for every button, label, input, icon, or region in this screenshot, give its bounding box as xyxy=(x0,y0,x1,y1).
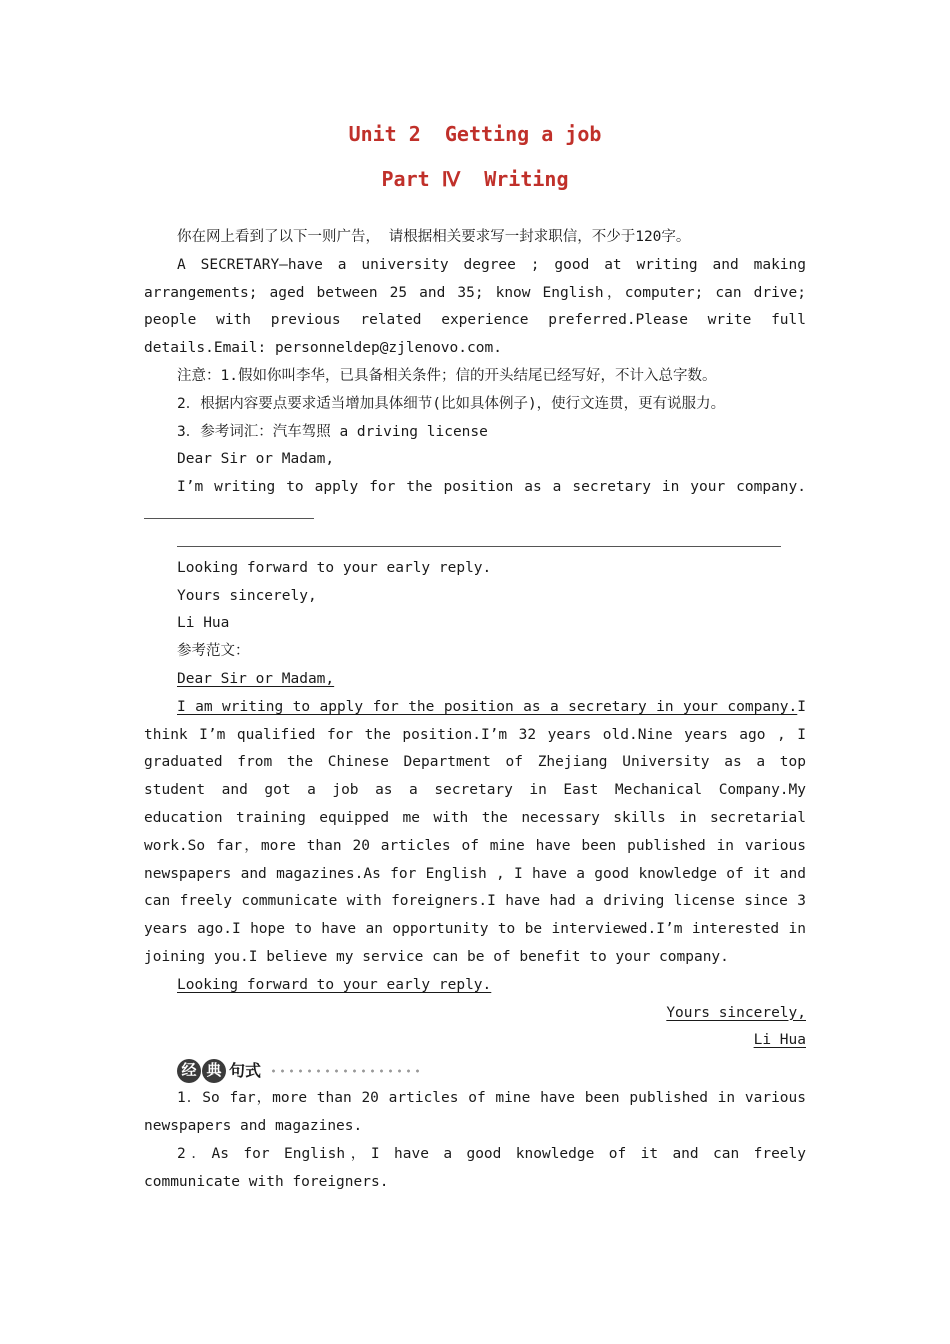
template-closing: Looking forward to your early reply. xyxy=(177,559,492,576)
sample-greeting-line xyxy=(144,666,806,694)
sample-body-paragraph xyxy=(144,694,806,972)
sample-name-line xyxy=(144,1027,806,1055)
sample-body: I think I’m qualified for the position.I’m 32 years old.Nine years ago , I graduated from the Chinese Department of Zhejiang University as a top student and got a job as a secretary in East Mechanical Company.My education training equipped me with the necessary skills in secretarial work.So far，more than 20 articles of mine have been published in various newspapers and magazines.As for English , I have a good knowledge of it and can freely communicate with foreigners.I have had a driving license since 3 years ago.I hope to have an opportunity to be interviewed.I’m interested in joining you.I believe my service can be of benefit to your company. xyxy=(144,698,806,965)
part-title: Part Ⅳ Writing xyxy=(381,167,569,191)
template-signoff: Yours sincerely, xyxy=(177,587,317,604)
heading-badge-1: 经 xyxy=(177,1059,201,1083)
template-greeting: Dear Sir or Madam, xyxy=(177,451,335,468)
sample-greeting: Dear Sir or Madam, xyxy=(177,670,335,687)
sample-opening: I am writing to apply for the position as a secretary in your company. xyxy=(177,698,798,715)
document-body xyxy=(144,224,806,1196)
template-name: Li Hua xyxy=(177,615,230,632)
template-opening: I’m writing to apply for the position as a secretary in your company. xyxy=(177,479,806,496)
classic-item-2: 2．As for English，I have a good knowledge of it and can freely communicate with foreigners. xyxy=(144,1145,806,1190)
sample-closing-line xyxy=(144,972,806,1000)
sample-closing: Looking forward to your early reply. xyxy=(177,976,492,993)
task-intro: 你在网上看到了以下一则广告， 请根据相关要求写一封求职信，不少于120字。 xyxy=(177,229,691,245)
template-opening-paragraph xyxy=(144,474,806,530)
sample-signoff: Yours sincerely, xyxy=(666,1004,806,1021)
classic-sentences-heading xyxy=(144,1057,806,1085)
job-advertisement: A SECRETARY—have a university degree ; good at writing and making arrangements; aged between 25 and 35; know English，computer; can drive; people with previous related experience preferred.Please write full details.Email: personneldep@zjlenovo.com. xyxy=(144,256,806,357)
unit-title: Unit 2 Getting a job xyxy=(348,122,602,146)
sample-signoff-line xyxy=(144,1000,806,1028)
note-2: 2．根据内容要点要求适当增加具体细节(比如具体例子)，使行文连贯，更有说服力。 xyxy=(177,395,726,412)
note-3: 3．参考词汇：汽车驾照 a driving license xyxy=(177,423,488,440)
answer-line[interactable] xyxy=(177,546,781,547)
heading-badge-2: 典 xyxy=(202,1059,226,1083)
sample-name: Li Hua xyxy=(753,1032,806,1049)
sample-label: 参考范文： xyxy=(177,643,250,660)
dotted-rule xyxy=(269,1067,425,1075)
answer-blank[interactable] xyxy=(144,504,314,519)
heading-text: 句式 xyxy=(229,1061,262,1081)
classic-item-1: 1．So far，more than 20 articles of mine have been published in various newspapers and magazines. xyxy=(144,1090,806,1134)
note-1: 注意：1.假如你叫李华，已具备相关条件；信的开头结尾已经写好，不计入总字数。 xyxy=(177,367,717,384)
